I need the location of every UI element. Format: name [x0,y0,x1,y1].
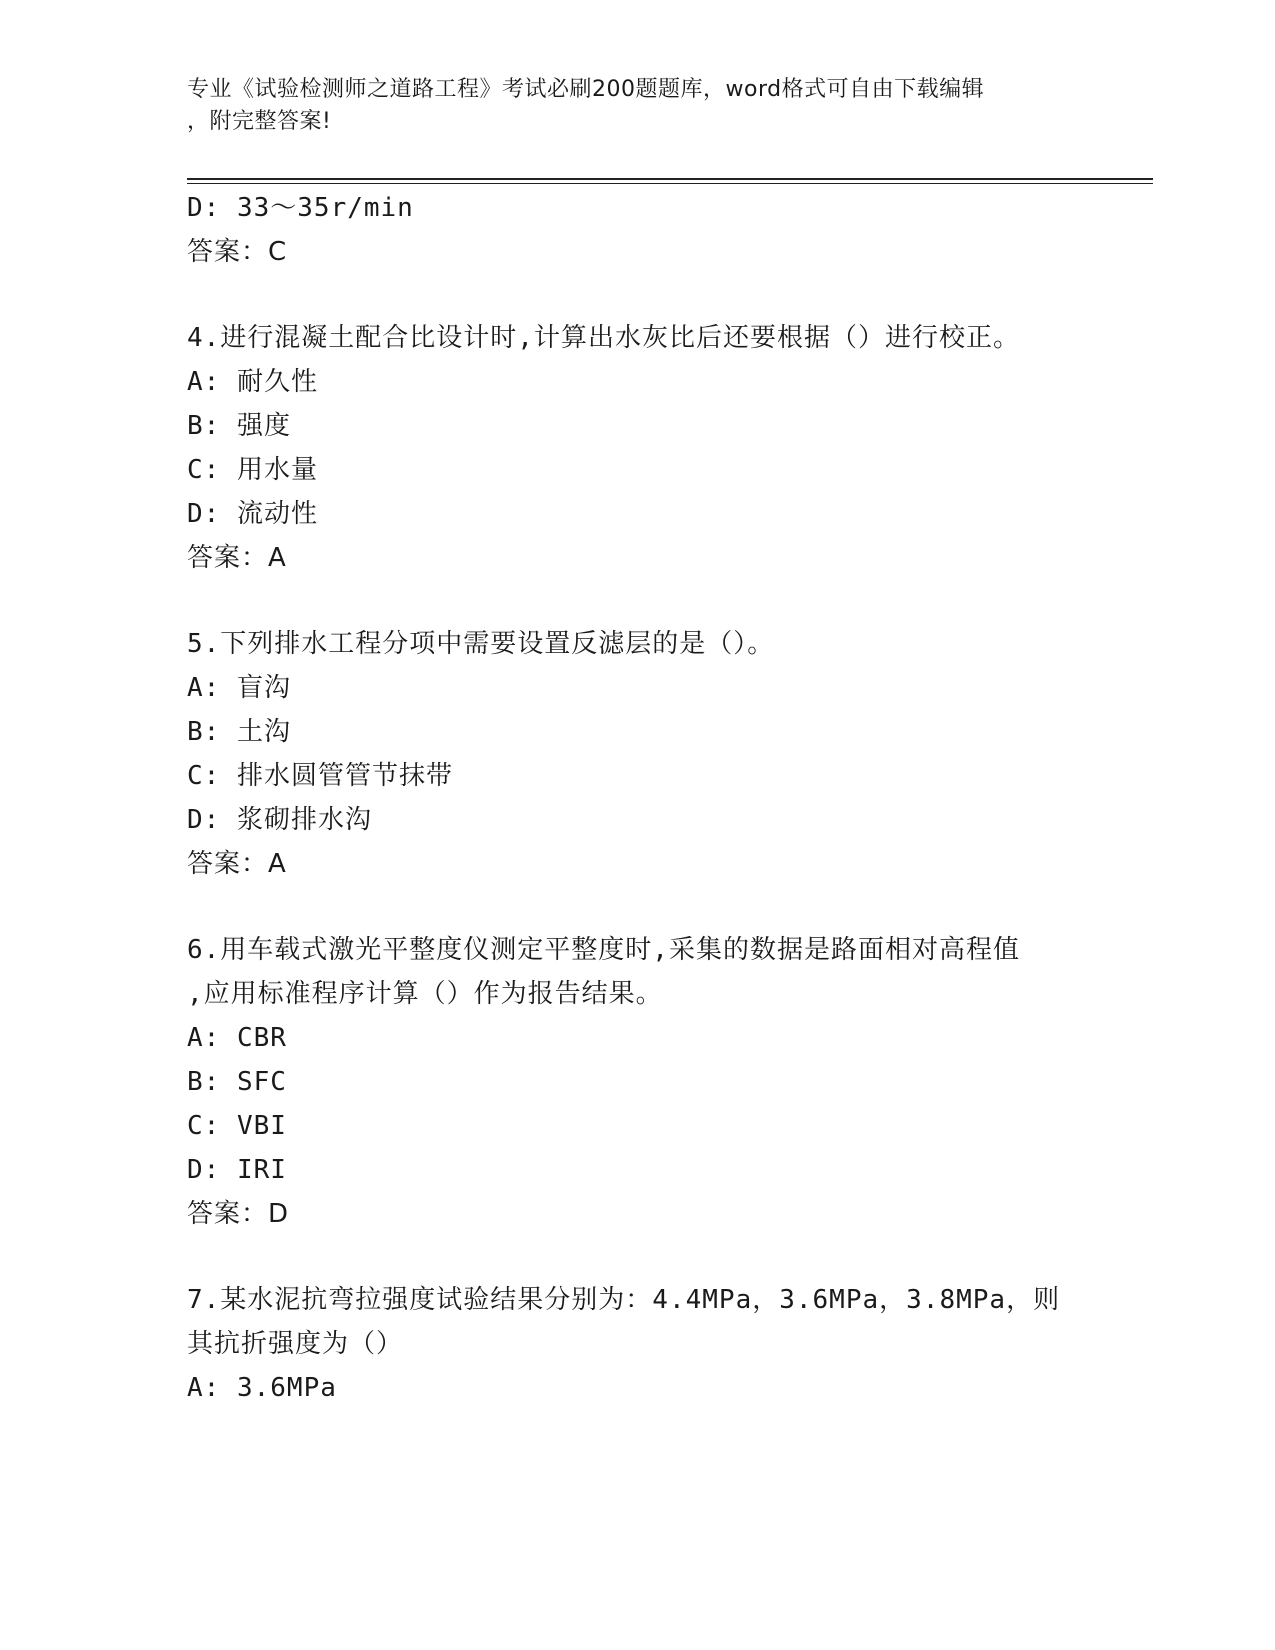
q6-option-d: D: IRI [187,1155,287,1185]
q7-stem-line1: 7.某水泥抗弯拉强度试验结果分别为：4.4MPa，3.6MPa，3.8MPa，则 [187,1285,1061,1315]
q5-option-c: C: 排水圆管管节抹带 [187,761,453,791]
q5-option-b: B: 土沟 [187,717,291,747]
q5-option-d: D: 浆砌排水沟 [187,805,372,835]
q4-answer: 答案：A [187,543,287,573]
q5-answer: 答案：A [187,849,287,879]
q3-option-d: D: 33～35r/min [187,193,414,223]
page-header [187,74,1067,138]
header-title-line1: 专业《试验检测师之道路工程》考试必刷200题题库，word格式可自由下载编辑 [187,77,985,102]
q4-option-d: D: 流动性 [187,499,318,529]
q4-option-a: A: 耐久性 [187,367,318,397]
q4-option-c: C: 用水量 [187,455,318,485]
header-divider-thick [187,178,1153,180]
q6-answer: 答案：D [187,1199,290,1229]
q4-stem: 4.进行混凝土配合比设计时,计算出水灰比后还要根据（）进行校正。 [187,323,1020,353]
q6-option-c: C: VBI [187,1111,287,1141]
q4-option-b: B: 强度 [187,411,291,441]
q7-option-a: A: 3.6MPa [187,1373,337,1403]
q6-option-a: A: CBR [187,1023,287,1053]
q6-option-b: B: SFC [187,1067,287,1097]
q5-option-a: A: 盲沟 [187,673,291,703]
header-title-line2: ，附完整答案! [187,109,332,134]
q6-stem-line1: 6.用车载式激光平整度仪测定平整度时,采集的数据是路面相对高程值 [187,935,1020,965]
q6-stem-line2: ,应用标准程序计算（）作为报告结果。 [187,979,663,1009]
header-divider-thin [187,183,1153,184]
q3-answer: 答案：C [187,237,288,267]
q5-stem: 5.下列排水工程分项中需要设置反滤层的是（）。 [187,629,775,659]
q7-stem-line2: 其抗折强度为（） [187,1329,404,1359]
